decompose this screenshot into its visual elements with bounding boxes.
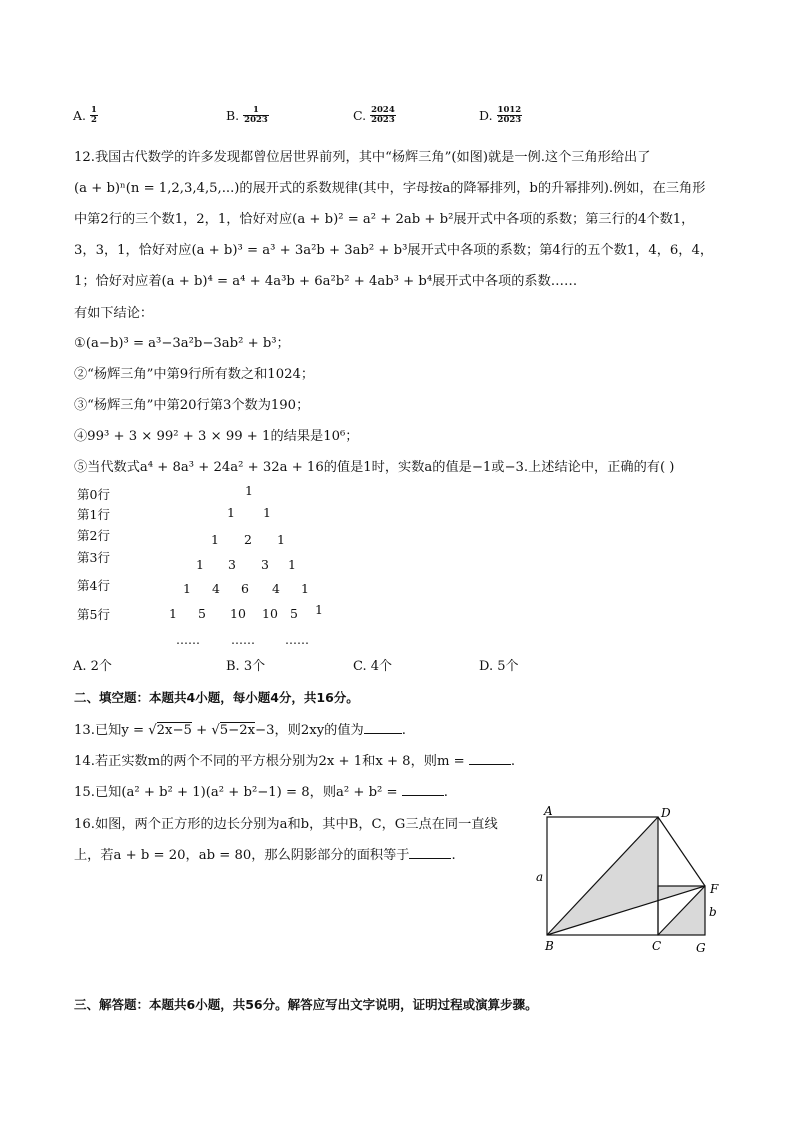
side-label-b: b (709, 905, 717, 919)
triangle-number: 2 (244, 532, 252, 547)
point-label-c: C (652, 939, 662, 953)
fraction: $\frac{1012}{2023}$ (497, 105, 522, 125)
option-label: B. (226, 108, 240, 123)
triangle-row-label: 第1行 (77, 507, 110, 522)
q13 (74, 719, 406, 738)
fraction: $\frac{2024}{2023}$ (371, 105, 395, 125)
ellipsis: …… (176, 633, 200, 647)
ellipsis: …… (285, 633, 309, 647)
triangle-number: 1 (183, 581, 191, 596)
triangle-number: 1 (196, 557, 204, 572)
triangle-number: 3 (261, 557, 269, 572)
q16-end: . (451, 848, 456, 863)
q11-option-b[interactable] (226, 106, 269, 125)
q16-text: 上，若a + b = 20，ab = 80，那么阴影部分的面积等于 (74, 848, 410, 863)
q15-end: . (443, 785, 448, 800)
triangle-number: 1 (315, 602, 323, 617)
q13-radicand-2: 5−2x (219, 723, 256, 738)
q12-option-a[interactable]: A. 2个 (73, 659, 112, 674)
triangle-number: 4 (212, 581, 220, 596)
fraction: $\frac{1}{2}$ (91, 105, 97, 125)
sqrt-icon: √ (148, 723, 157, 738)
q11-option-d[interactable] (479, 106, 522, 125)
triangle-number: 4 (272, 581, 280, 596)
ellipsis: …… (231, 633, 255, 647)
triangle-number: 1 (211, 532, 219, 547)
option-label: D. (479, 108, 493, 123)
q13-end: . (401, 723, 406, 738)
q12-conclusions-heading: 有如下结论： (74, 306, 154, 321)
section-3-heading: 三、解答题：本题共6小题，共56分。解答应写出文字说明，证明过程或演算步骤。 (74, 997, 538, 1012)
triangle-number: 6 (241, 581, 249, 596)
fraction: $\frac{1}{2023}$ (244, 105, 268, 125)
q12-conclusion-5: ⑤当代数式a⁴ + 8a³ + 24a² + 32a + 16的值是1时，实数a的值是−1或−3.上述结论中，正确的有( ) (74, 460, 675, 475)
option-label: A. (73, 108, 87, 123)
triangle-number: 1 (169, 606, 177, 621)
q14-text: 14.若正实数m的两个不同的平方根分别为2x + 1和x + 8，则m = (74, 754, 469, 769)
q13-suffix: −3，则2xy的值为 (255, 723, 364, 738)
triangle-row-label: 第2行 (77, 528, 110, 543)
q11-option-c[interactable] (353, 106, 396, 125)
point-label-g: G (696, 941, 706, 955)
point-label-a: A (544, 805, 553, 818)
triangle-number: 1 (301, 581, 309, 596)
q11-option-a[interactable] (73, 106, 98, 125)
triangle-number: 10 (262, 606, 278, 621)
triangle-number: 10 (230, 606, 246, 621)
q12-conclusion-1: ①(a−b)³ = a³−3a²b−3ab² + b³； (74, 336, 290, 351)
triangle-row-label: 第5行 (77, 607, 110, 622)
q12-option-c[interactable]: C. 4个 (353, 659, 393, 674)
q16-line-1: 16.如图，两个正方形的边长分别为a和b，其中B，C，G三点在同一直线 (74, 817, 498, 832)
q13-radicand-1: 2x−5 (156, 723, 192, 738)
q16-figure (530, 805, 730, 955)
point-label-d: D (661, 806, 671, 820)
line-df (658, 817, 705, 886)
triangle-number: 1 (288, 557, 296, 572)
answer-blank[interactable] (402, 784, 444, 796)
triangle-row-label: 第4行 (77, 578, 110, 593)
q15 (74, 781, 448, 800)
triangle-number: 1 (245, 483, 253, 498)
triangle-number: 1 (263, 505, 271, 520)
q12-option-b[interactable]: B. 3个 (226, 659, 266, 674)
q12-conclusion-4: ④99³ + 3 × 99² + 3 × 99 + 1的结果是10⁶； (74, 429, 359, 444)
q13-prefix: 13.已知y = (74, 723, 149, 738)
q12-option-d[interactable]: D. 5个 (479, 659, 519, 674)
q12-line-4: 3，3，1，恰好对应(a + b)³ = a³ + 3a²b + 3ab² + b³展开式中各项的系数；第4行的五个数1，4，6，4， (74, 243, 714, 258)
q12-line-5: 1；恰好对应着(a + b)⁴ = a⁴ + 4a³b + 6a²b² + 4ab³ + b⁴展开式中各项的系数…… (74, 274, 578, 289)
answer-blank[interactable] (409, 847, 451, 859)
section-2-heading: 二、填空题：本题共4小题，每小题4分，共16分。 (74, 690, 359, 705)
triangle-number: 1 (277, 532, 285, 547)
answer-blank[interactable] (469, 753, 511, 765)
option-label: C. (353, 108, 367, 123)
triangle-number: 3 (228, 557, 236, 572)
point-label-b: B (545, 939, 554, 953)
triangle-row-label: 第3行 (77, 550, 110, 565)
triangle-number: 5 (198, 606, 206, 621)
q12-line-1: 12.我国古代数学的许多发现都曾位居世界前列，其中“杨辉三角”(如图)就是一例.这个三角形给出了 (74, 150, 651, 165)
q12-line-3: 中第2行的三个数1，2，1，恰好对应(a + b)² = a² + 2ab + b²展开式中各项的系数；第三行的4个数1， (74, 212, 695, 227)
q16-line-2 (74, 844, 456, 863)
side-label-a: a (536, 870, 544, 884)
triangle-number: 5 (290, 606, 298, 621)
q14 (74, 750, 515, 769)
point-label-f: F (710, 882, 719, 896)
q13-plus: + (191, 723, 212, 738)
triangle-row-label: 第0行 (77, 487, 110, 502)
q12-conclusion-2: ②“杨辉三角”中第9行所有数之和1024； (74, 367, 315, 382)
q12-line-2: (a + b)ⁿ(n = 1,2,3,4,5,...)的展开式的系数规律(其中，字母按a的降幂排列，b的升幂排列).例如，在三角形 (74, 181, 706, 196)
answer-blank[interactable] (364, 722, 402, 734)
triangle-number: 1 (227, 505, 235, 520)
q15-text: 15.已知(a² + b² + 1)(a² + b²−1) = 8，则a² + b² = (74, 785, 402, 800)
q14-end: . (510, 754, 516, 769)
sqrt-icon: √ (211, 723, 220, 738)
q12-conclusion-3: ③“杨辉三角”中第20行第3个数为190； (74, 398, 310, 413)
